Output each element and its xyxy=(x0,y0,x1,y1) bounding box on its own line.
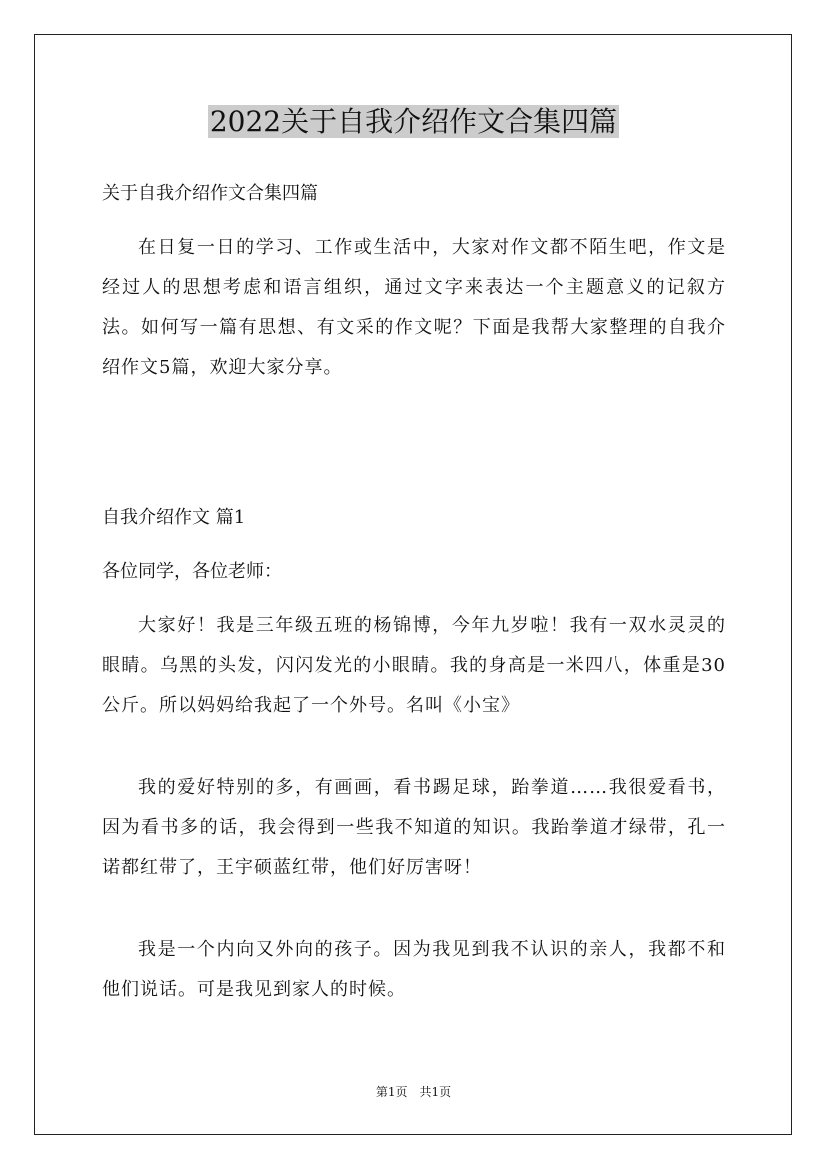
document-title-text: 2022关于自我介绍作文合集四篇 xyxy=(209,105,618,138)
page-number-footer: 第1页 共1页 xyxy=(375,1085,452,1099)
intro-paragraph: 在日复一日的学习、工作或生活中，大家对作文都不陌生吧，作文是经过人的思想考虑和语言组织，通过文字来表达一个主题意义的记叙方法。如何写一篇有思想、有文采的作文呢？下面是我帮大家整理的自我介绍作文5篇，欢迎大家分享。 xyxy=(102,237,726,378)
section-heading: 自我介绍作文 篇1 xyxy=(102,507,246,528)
body-paragraph-3: 我是一个内向又外向的孩子。因为我见到我不认识的亲人，我都不和他们说话。可是我见到家人的时候。 xyxy=(102,939,726,1000)
document-subtitle: 关于自我介绍作文合集四篇 xyxy=(102,183,318,204)
document-title xyxy=(0,103,827,141)
body-paragraph-2: 我的爱好特别的多，有画画，看书踢足球，跆拳道……我很爱看书，因为看书多的话，我会得到一些我不知道的知识。我跆拳道才绿带，孔一诺都红带了，王宇硕蓝红带，他们好厉害呀！ xyxy=(102,777,726,878)
body-paragraph-1: 大家好！我是三年级五班的杨锦博，今年九岁啦！我有一双水灵灵的眼睛。乌黑的头发，闪闪发光的小眼睛。我的身高是一米四八，体重是30公斤。所以妈妈给我起了一个外号。名叫《小宝》 xyxy=(102,615,726,716)
greeting-line: 各位同学，各位老师： xyxy=(102,561,282,582)
